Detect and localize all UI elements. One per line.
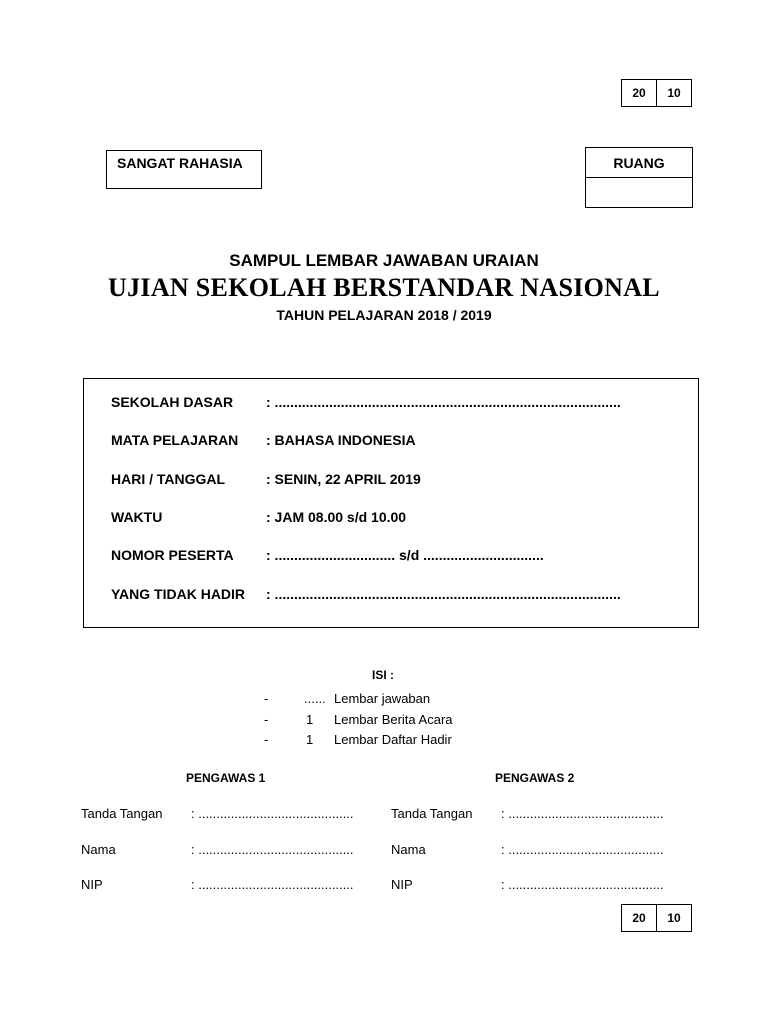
contents-qty: ...... — [304, 691, 326, 706]
secret-label-box — [106, 150, 262, 189]
contents-qty: 1 — [306, 732, 314, 747]
field-label: NIP — [391, 877, 413, 892]
field-label: Tanda Tangan — [81, 806, 163, 821]
title-line-3: TAHUN PELAJARAN 2018 / 2019 — [276, 307, 492, 323]
supervisor-1-signature — [81, 806, 354, 821]
supervisor-2-title: PENGAWAS 2 — [495, 771, 575, 785]
info-label: YANG TIDAK HADIR — [111, 586, 246, 602]
contents-text: Lembar jawaban — [334, 691, 431, 706]
field-label: Nama — [81, 842, 116, 857]
info-label: NOMOR PESERTA — [111, 547, 234, 563]
info-label: SEKOLAH DASAR — [111, 394, 234, 410]
field-label: Tanda Tangan — [391, 806, 473, 821]
field-value[interactable]: : ........................................... — [501, 806, 664, 821]
field-value[interactable]: : ........................................... — [501, 842, 664, 857]
supervisor-1-name — [81, 842, 354, 857]
title-line-2: UJIAN SEKOLAH BERSTANDAR NASIONAL — [108, 273, 660, 302]
info-value: : BAHASA INDONESIA — [266, 432, 416, 448]
field-label: Nama — [391, 842, 426, 857]
supervisor-1-nip — [81, 877, 354, 892]
contents-text: Lembar Berita Acara — [334, 712, 453, 727]
field-value[interactable]: : ........................................... — [191, 877, 354, 892]
code-box-bottom-right: 10 — [656, 905, 691, 931]
field-value[interactable]: : ........................................... — [501, 877, 664, 892]
field-value[interactable]: : ........................................... — [191, 806, 354, 821]
contents-text: Lembar Daftar Hadir — [334, 732, 452, 747]
field-label: NIP — [81, 877, 103, 892]
supervisor-1-title: PENGAWAS 1 — [186, 771, 266, 785]
info-label: MATA PELAJARAN — [111, 432, 239, 448]
contents-title: ISI : — [372, 668, 395, 682]
field-value[interactable]: : ........................................... — [191, 842, 354, 857]
code-box-top-right: 10 — [656, 80, 691, 106]
info-value[interactable]: : ......................................................................................... — [266, 394, 621, 410]
info-row-time — [111, 509, 406, 525]
code-box-bottom — [621, 904, 692, 932]
info-value: : SENIN, 22 APRIL 2019 — [266, 471, 421, 487]
info-row-absent — [111, 586, 621, 602]
contents-bullet: - — [264, 732, 269, 747]
info-row-date — [111, 471, 421, 487]
info-value[interactable]: : ............................... s/d ............................... — [266, 547, 544, 563]
code-box-top-left: 20 — [632, 86, 646, 100]
info-row-participant-number — [111, 547, 544, 563]
exam-info-box — [83, 378, 699, 628]
title-line-1: SAMPUL LEMBAR JAWABAN URAIAN — [229, 251, 539, 270]
supervisor-2-nip — [391, 877, 664, 892]
room-value[interactable] — [586, 178, 692, 208]
supervisor-2-signature — [391, 806, 664, 821]
supervisor-2-name — [391, 842, 664, 857]
contents-bullet: - — [264, 691, 269, 706]
room-label: RUANG — [586, 148, 692, 178]
contents-bullet: - — [264, 712, 269, 727]
info-value[interactable]: : ......................................................................................... — [266, 586, 621, 602]
secret-label: SANGAT RAHASIA — [117, 155, 243, 171]
info-label: HARI / TANGGAL — [111, 471, 226, 487]
info-row-subject — [111, 432, 416, 448]
info-value: : JAM 08.00 s/d 10.00 — [266, 509, 407, 525]
info-row-school — [111, 394, 621, 410]
code-box-top — [621, 79, 692, 107]
room-box — [585, 147, 693, 208]
contents-qty: 1 — [306, 712, 314, 727]
code-box-bottom-left: 20 — [632, 911, 646, 925]
info-label: WAKTU — [111, 509, 163, 525]
